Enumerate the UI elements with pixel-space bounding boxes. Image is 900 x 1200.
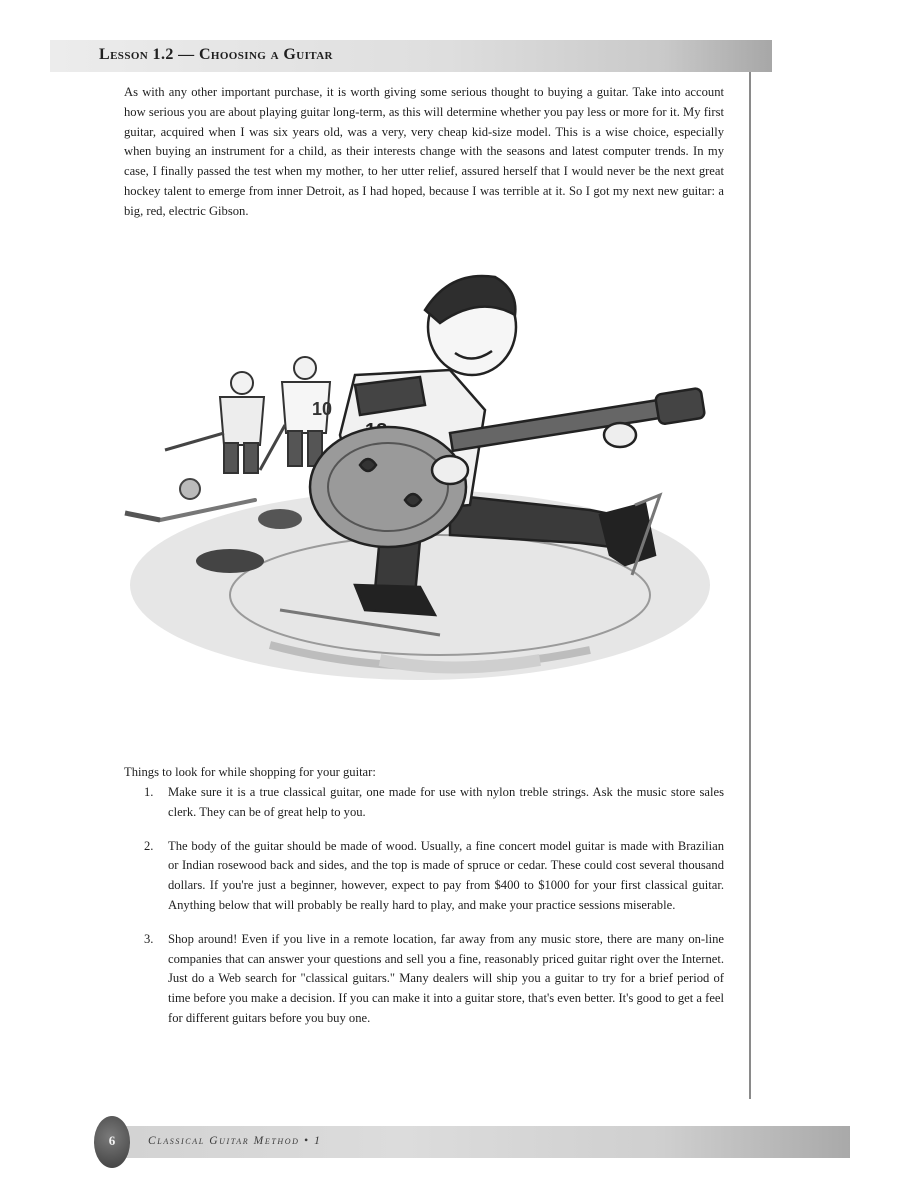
right-margin-rule	[749, 72, 751, 1099]
tip-item	[144, 930, 724, 1029]
list-intro: Things to look for while shopping for your guitar:	[124, 765, 376, 779]
background-hockey-player-1	[165, 372, 264, 473]
guitar-body	[310, 427, 466, 547]
guitar-tips-list	[144, 783, 724, 1043]
hockey-guitar-illustration	[120, 265, 710, 705]
tip-item	[144, 837, 724, 916]
intro-paragraph: As with any other important purchase, it is worth giving some serious thought to buying a guitar. Take into account how serious you are about playing guitar long-term, as this will determine whether you pay less or more for it. My first guitar, acquired when I was six years old, was a very, very cheap kid-size model. This is a wise choice, especially when buying an instrument for a child, as their interests change with the seasons and latest computer trends. In my case, I finally passed the test when my mother, to her utter relief, assured herself that I would never be the next great hockey talent to emerge from inner Detroit, as I had hoped, because I was terrible at it. So I got my next new guitar: a big, red, electric Gibson.	[124, 85, 724, 218]
page-number: 6	[108, 1133, 116, 1148]
tip-text: The body of the guitar should be made of wood. Usually, a fine concert model guitar is made with Brazilian or Indian rosewood back and sides, and the top is made of spruce or cedar. These could cost several thousand dollars. If you're just a beginner, however, expect to pay from $400 to $1000 for your first classical guitar. Anything below that will probably be really hard to play, and make your practice sessions miserable.	[168, 838, 724, 912]
glove-on-ice-2	[258, 509, 302, 529]
tip-text: Shop around! Even if you live in a remote location, far away from any music store, there are many on-line companies that can answer your questions and sell you a fine, reasonably priced guitar right over the Internet. Just do a Web search for "classical guitars." Many dealers will ship you a guitar to try for a brief period of time before you make a decision. If you can make it into a guitar store, that's even better. It's good to get a feel for different guitars before you buy one.	[168, 931, 724, 1025]
guitar-headstock	[655, 388, 705, 425]
lesson-title: Lesson 1.2 — Choosing a Guitar	[99, 46, 333, 63]
helmet-on-ice	[180, 479, 200, 499]
page-number-badge	[94, 1116, 130, 1168]
tip-item	[144, 783, 724, 823]
tip-number: 1.	[144, 785, 154, 799]
tip-text: Make sure it is a true classical guitar, one made for use with nylon treble strings. Ask the music store sales clerk. They can be of great help to you.	[168, 785, 724, 819]
tip-number: 3.	[144, 931, 154, 946]
lesson-header-bar	[50, 40, 772, 72]
footer-book-title: Classical Guitar Method • 1	[148, 1135, 322, 1147]
glove-on-ice	[196, 549, 264, 573]
footer-bar	[104, 1126, 850, 1158]
jersey-number-2: 10	[312, 399, 333, 419]
tip-number: 2.	[144, 838, 154, 853]
background-hockey-player-2	[260, 357, 332, 470]
